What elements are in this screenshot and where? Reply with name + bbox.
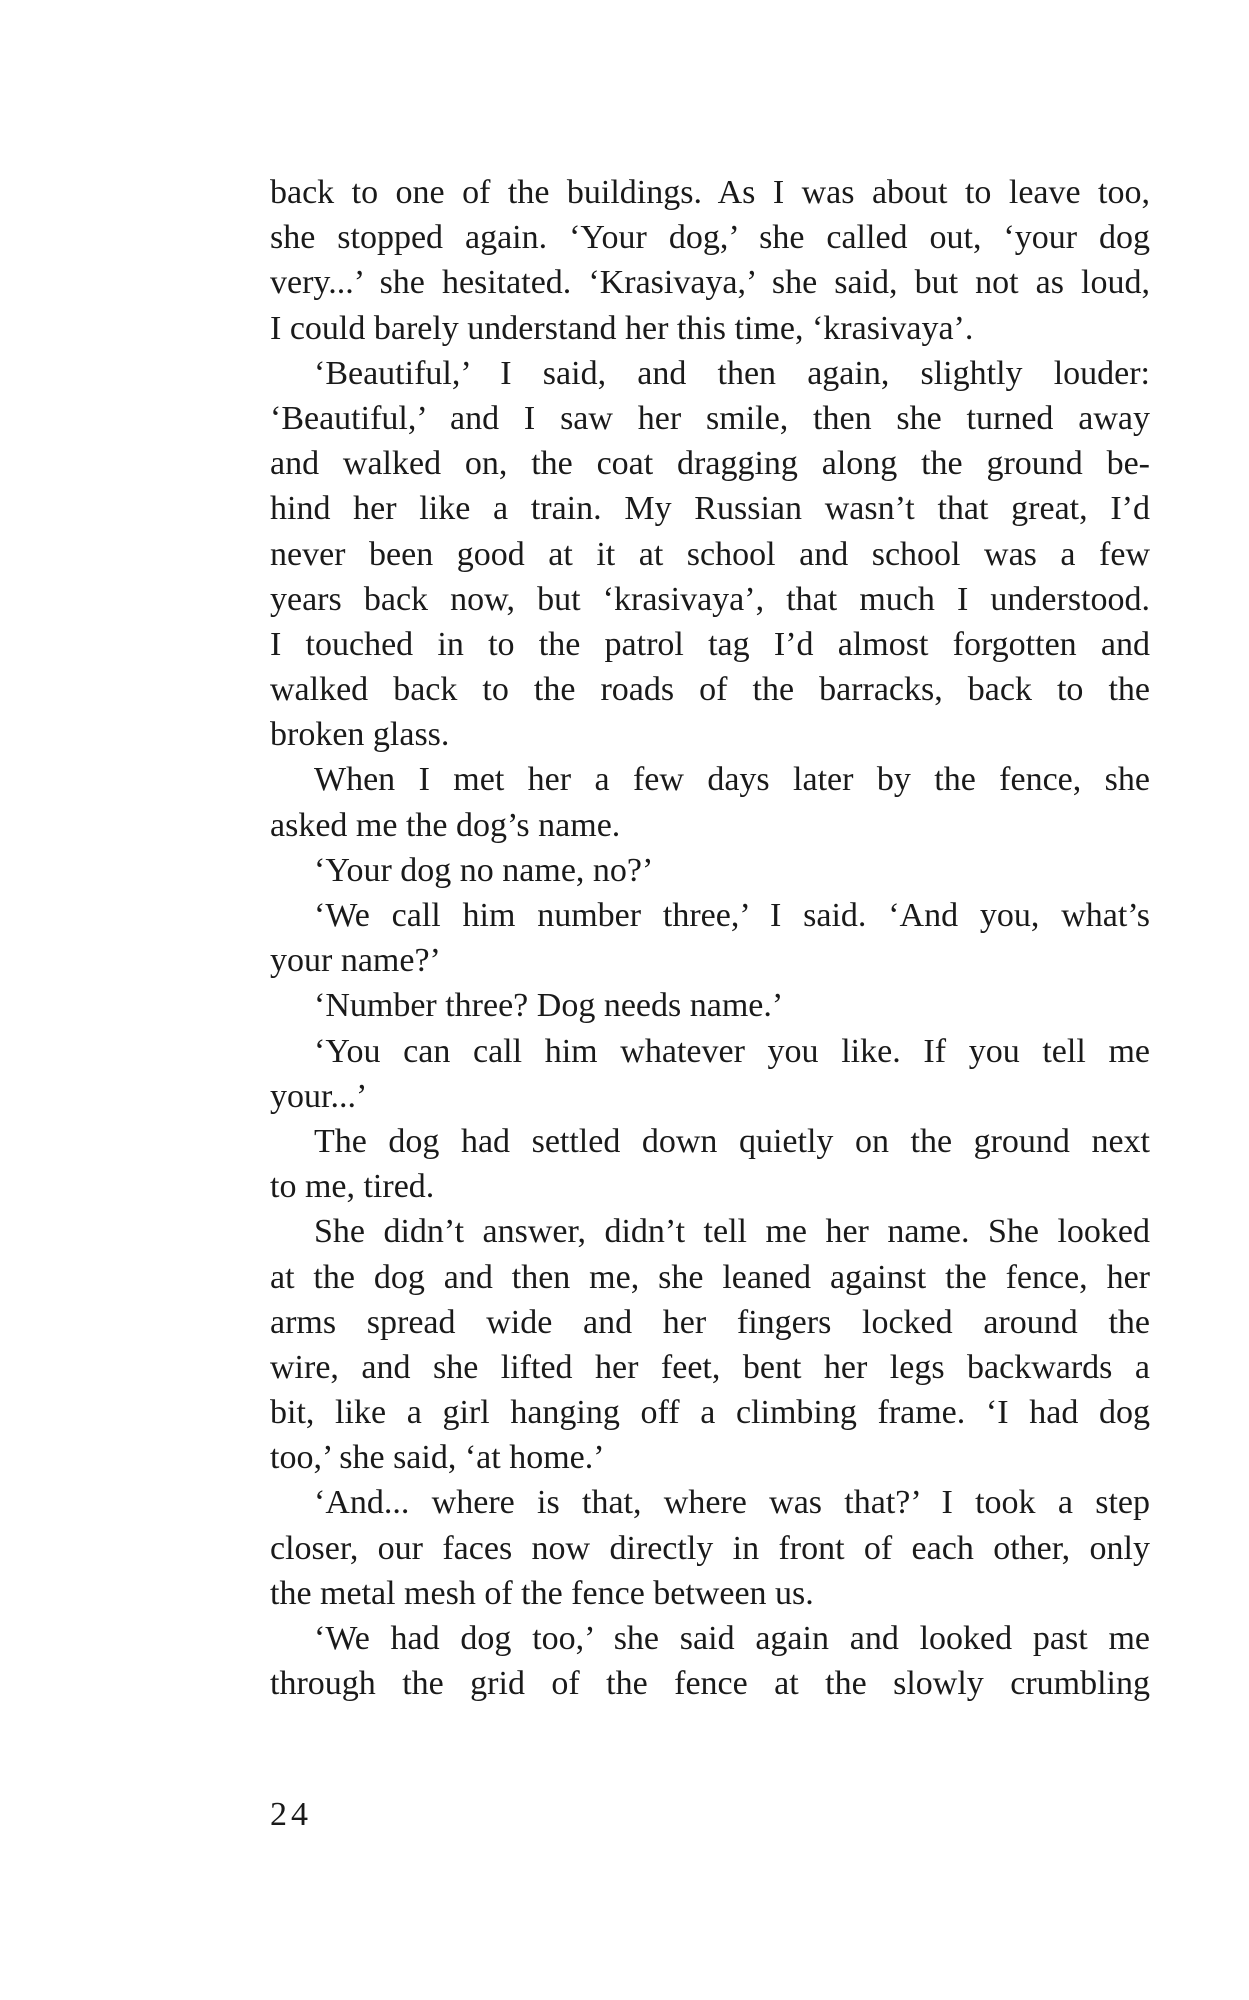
text-line: back to one of the buildings. As I was about to leave too, (270, 174, 1150, 211)
text-line: ‘Number three? Dog needs name.’ (314, 987, 784, 1025)
text-line: your...’ (270, 1077, 368, 1115)
text-line: ‘We call him number three,’ I said. ‘And you, what’s (314, 897, 1150, 934)
text-line: When I met her a few days later by the fence, she (314, 761, 1150, 799)
text-line: your name?’ (270, 942, 441, 980)
text-line: ‘You can call him whatever you like. If you tell me (314, 1032, 1150, 1070)
text-line: to me, tired. (270, 1168, 435, 1206)
text-line: ‘Beautiful,’ and I saw her smile, then she turned away (270, 399, 1150, 437)
text-line: walked back to the roads of the barracks, back to the (270, 671, 1150, 709)
text-line: ‘Beautiful,’ I said, and then again, slightly louder: (314, 354, 1150, 392)
text-line: hind her like a train. My Russian wasn’t that great, I’d (270, 490, 1150, 528)
page-number: 24 (270, 1796, 312, 1833)
body-text (270, 170, 1150, 1706)
text-line: closer, our faces now directly in front of each other, only (270, 1529, 1150, 1567)
text-line: She didn’t answer, didn’t tell me her name. She looked (314, 1213, 1150, 1251)
text-line: wire, and she lifted her feet, bent her legs backwards a (270, 1348, 1150, 1386)
text-line: too,’ she said, ‘at home.’ (270, 1439, 605, 1477)
text-line: ‘Your dog no name, no?’ (314, 851, 654, 889)
text-line: asked me the dog’s name. (270, 806, 621, 844)
text-line: The dog had settled down quietly on the ground next (314, 1122, 1150, 1160)
text-line: at the dog and then me, she leaned against the fence, her (270, 1258, 1150, 1296)
text-line: through the grid of the fence at the slowly crumbling (270, 1665, 1150, 1703)
text-line: arms spread wide and her fingers locked around the (270, 1303, 1150, 1341)
text-line: I could barely understand her this time, ‘krasivaya’. (270, 309, 974, 347)
text-line: the metal mesh of the fence between us. (270, 1574, 814, 1612)
text-line: broken glass. (270, 716, 450, 754)
text-line: ‘And... where is that, where was that?’ I took a step (314, 1484, 1150, 1522)
text-line: ‘We had dog too,’ she said again and looked past me (314, 1620, 1150, 1657)
text-line: very...’ she hesitated. ‘Krasivaya,’ she said, but not as loud, (270, 264, 1150, 302)
text-line: I touched in to the patrol tag I’d almost forgotten and (270, 625, 1150, 663)
text-line: bit, like a girl hanging off a climbing frame. ‘I had dog (270, 1394, 1150, 1432)
text-line: and walked on, the coat dragging along the ground be- (270, 445, 1150, 483)
text-line: she stopped again. ‘Your dog,’ she called out, ‘your dog (270, 219, 1150, 257)
text-line: years back now, but ‘krasivaya’, that much I understood. (270, 580, 1150, 618)
text-line: never been good at it at school and school was a few (270, 535, 1150, 573)
